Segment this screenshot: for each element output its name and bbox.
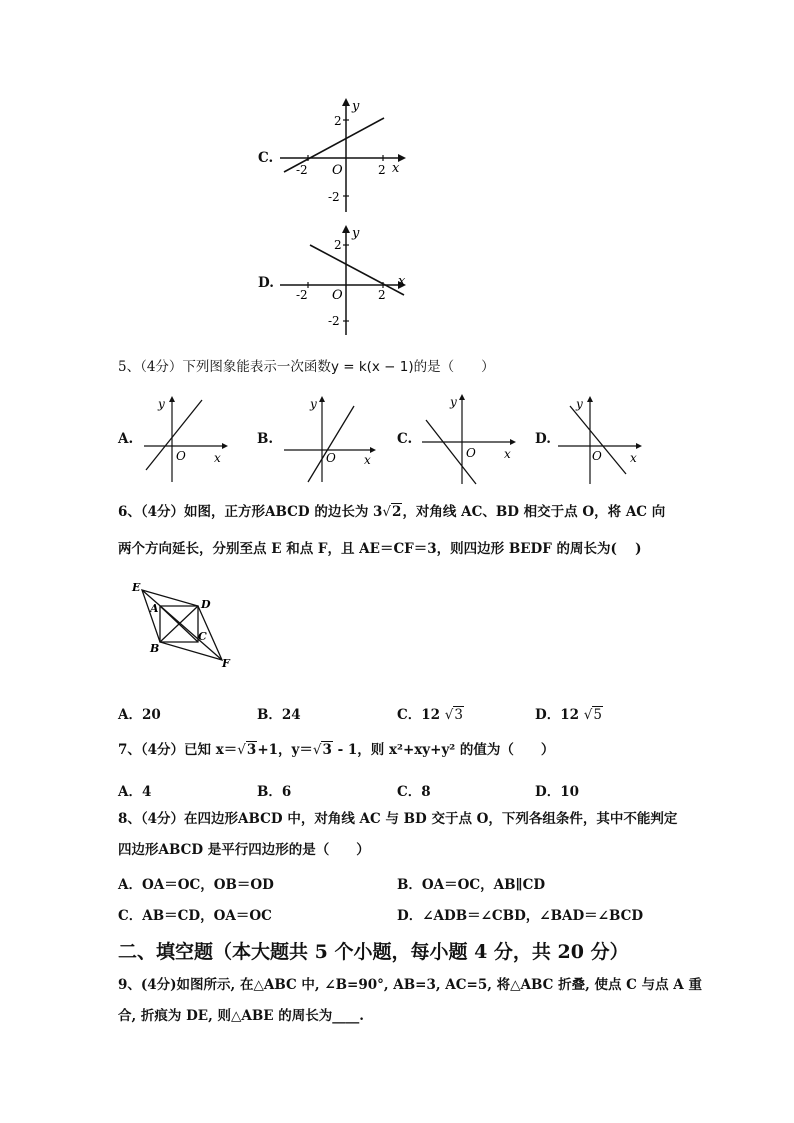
q5-option-c-label: C. (397, 431, 413, 447)
q4c-tick-y2: 2 (334, 114, 342, 128)
q4d-y-label: y (352, 226, 360, 241)
q6-option-a: A．20 (118, 707, 161, 723)
q4d-tick-xneg2: -2 (296, 288, 308, 302)
q6-label-a: A (150, 602, 159, 615)
q5-option-d-graph (556, 392, 646, 487)
q6-option-b: B．24 (257, 707, 301, 723)
q5-option-d-label: D. (535, 431, 551, 447)
q6-label-e: E (132, 581, 141, 594)
q5c-origin-label: O (466, 446, 476, 460)
q7-sqrt-a: 3 (246, 742, 257, 758)
q6-option-c-radicand: 3 (454, 707, 463, 723)
q6-line1-b: ，对角线 AC、BD 相交于点 O，将 AC 向 (402, 504, 666, 520)
q6-option-d-prefix: D．12 (535, 707, 579, 723)
q5-text-b: 的是（ ） (413, 359, 495, 375)
q5-option-c-graph (420, 392, 518, 487)
q5c-y-label: y (450, 395, 457, 409)
q8-line1: 8、（4分）在四边形ABCD 中，对角线 AC 与 BD 交于点 O，下列各组条件，其中不能判定 (118, 811, 678, 827)
q8-option-b: B．OA＝OC，AB∥CD (397, 877, 546, 893)
q4-option-c-label: C. (258, 150, 274, 166)
q8-option-a: A．OA＝OC，OB＝OD (118, 877, 274, 893)
q5-formula: y = k(x − 1) (330, 359, 414, 375)
q5-text-a: 5、（4分）下列图象能表示一次函数 (118, 359, 331, 375)
q5b-y-label: y (310, 397, 317, 411)
section-2-title: 二、填空题（本大题共 5 个小题，每小题 4 分，共 20 分） (118, 941, 629, 963)
q4-option-d-graph (280, 225, 410, 340)
q6-option-c: C．12 √3 (397, 707, 463, 723)
q4d-x-label: x (398, 274, 406, 289)
q6-label-d: D (201, 598, 211, 611)
q4d-tick-y2: 2 (334, 238, 342, 252)
q7-option-c: C．8 (397, 784, 431, 800)
q4c-tick-x2: 2 (378, 163, 386, 177)
q6-option-c-prefix: C．12 (397, 707, 441, 723)
q5b-origin-label: O (326, 451, 336, 465)
q6-figure (128, 578, 238, 670)
q7-sqrt-b: 3 (322, 742, 332, 758)
q4c-x-label: x (392, 161, 400, 176)
q4d-tick-yneg2: -2 (328, 314, 340, 328)
q6-option-d: D．12 √5 (535, 707, 602, 723)
q5-option-a-graph (138, 396, 228, 486)
q5-option-b-graph (282, 396, 377, 486)
q6-line1-a: 6、（4分）如图，正方形ABCD 的边长为 3 (118, 504, 383, 520)
q5b-x-label: x (364, 453, 371, 467)
q7-text-a: 7、（4分）已知 x＝ (118, 742, 238, 758)
q4-option-c-graph (280, 98, 410, 218)
q4c-y-label: y (352, 99, 360, 114)
q7-option-a: A．4 (118, 784, 152, 800)
q5-stem (118, 358, 495, 376)
q6-label-f: F (222, 657, 230, 670)
q6-option-d-radicand: 5 (593, 707, 602, 723)
q4c-tick-xneg2: -2 (296, 163, 308, 177)
q6-line1: 6、（4分）如图，正方形ABCD 的边长为 3√2，对角线 AC、BD 相交于点 O，将 AC 向 (118, 504, 666, 520)
q7-stem: 7、（4分）已知 x＝√3+1，y＝√3 - 1，则 x²+xy+y² 的值为（ ） (118, 742, 555, 758)
q8-line2: 四边形ABCD 是平行四边形的是（ ） (118, 842, 370, 858)
q7-option-d: D．10 (535, 784, 579, 800)
q5a-y-label: y (158, 397, 165, 411)
q5d-y-label: y (576, 397, 583, 411)
q9-line1: 9、(4分)如图所示, 在△ABC 中, ∠B=90°, AB=3, AC=5, 将△ABC 折叠, 使点 C 与点 A 重 (118, 977, 702, 993)
q6-label-c: C (198, 630, 207, 643)
q6-sqrt-radicand: 2 (392, 504, 402, 520)
q4c-tick-yneg2: -2 (328, 190, 340, 204)
q4c-origin-label: O (332, 163, 343, 178)
q5a-origin-label: O (176, 449, 186, 463)
q4d-tick-x2: 2 (378, 288, 386, 302)
q8-option-c: C．AB＝CD，OA＝OC (118, 908, 272, 924)
q9-line2: 合, 折痕为 DE, 则△ABE 的周长为____. (118, 1008, 364, 1024)
q6-label-b: B (150, 642, 160, 655)
q5d-x-label: x (630, 451, 637, 465)
q4d-origin-label: O (332, 288, 343, 303)
q7-text-c: - 1，则 x²+xy+y² 的值为（ ） (332, 742, 555, 758)
q5a-x-label: x (214, 451, 221, 465)
q8-option-d: D．∠ADB＝∠CBD，∠BAD＝∠BCD (397, 908, 644, 924)
q6-line2: 两个方向延长，分别至点 E 和点 F，且 AE＝CF＝3，则四边形 BEDF 的周长为( ) (118, 541, 642, 557)
q5c-x-label: x (504, 447, 511, 461)
q5-option-b-label: B. (257, 431, 274, 447)
q7-text-b: +1，y＝ (257, 742, 313, 758)
q5d-origin-label: O (592, 449, 602, 463)
q4-option-d-label: D. (258, 275, 274, 291)
q5-option-a-label: A. (118, 431, 134, 447)
q7-option-b: B．6 (257, 784, 292, 800)
